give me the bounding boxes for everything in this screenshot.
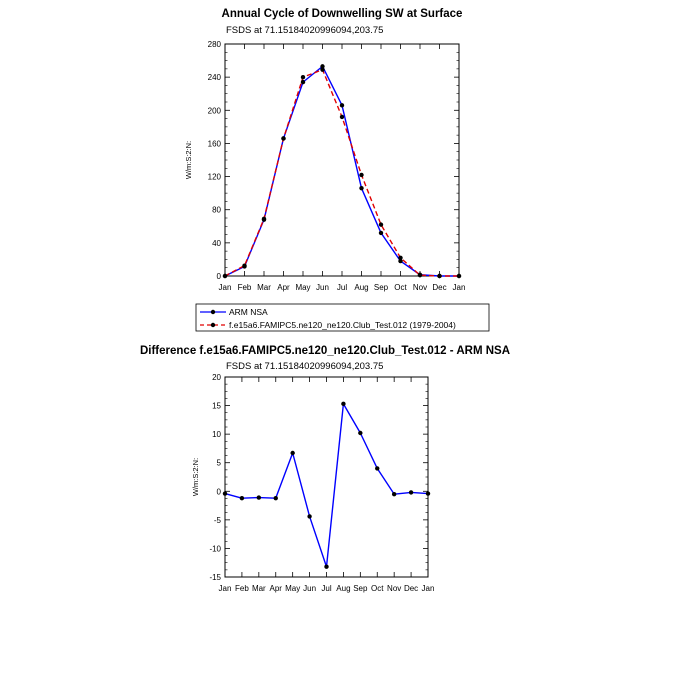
x-tick-label: Jan [218, 283, 232, 292]
x-tick-label: Jul [321, 584, 332, 593]
y-tick-label: 200 [207, 106, 221, 116]
x-tick-label: Nov [412, 283, 428, 292]
y-tick-label: 10 [212, 430, 221, 440]
x-tick-label: Mar [257, 283, 271, 292]
y-axis-label: W/m:S:2:N: [184, 140, 193, 180]
series-1-point [398, 256, 402, 260]
series-1-point [418, 273, 422, 277]
plot-area [208, 40, 466, 292]
series-1-point [457, 274, 461, 278]
series-1-point [281, 136, 285, 140]
legend [196, 304, 489, 331]
series-1-point [242, 263, 246, 267]
x-tick-label: Jun [316, 283, 329, 292]
x-tick-label: May [285, 584, 301, 593]
series-0-point [257, 495, 261, 499]
x-tick-label: Oct [371, 584, 384, 593]
series-0-point [341, 402, 345, 406]
series-1-point [301, 75, 305, 79]
series-1-point [379, 222, 383, 226]
difference-chart [140, 345, 510, 593]
x-tick-label: Oct [394, 283, 407, 292]
series-1-point [359, 173, 363, 177]
x-tick-label: Nov [387, 584, 402, 593]
y-tick-label: -10 [209, 544, 221, 554]
x-tick-label: May [295, 283, 311, 292]
series-0-point [426, 491, 430, 495]
series-line-1 [225, 70, 459, 276]
y-tick-label: 20 [212, 373, 221, 382]
series-0-point [223, 491, 227, 495]
legend-marker-arm-nsa [211, 310, 215, 314]
series-0-point [274, 496, 278, 500]
chart-title: Annual Cycle of Downwelling SW at Surface [221, 8, 463, 20]
x-tick-label: Jan [218, 584, 232, 593]
series-0-point [359, 186, 363, 190]
series-0-point [301, 80, 305, 84]
y-axis-label: W/m:S:2:N: [191, 457, 200, 497]
x-tick-label: Jan [421, 584, 435, 593]
series-1-point [223, 274, 227, 278]
x-tick-label: Jul [336, 283, 348, 292]
legend-marker-model [211, 323, 215, 327]
x-tick-label: Sep [373, 283, 389, 292]
series-1-point [262, 217, 266, 221]
x-tick-label: Feb [235, 584, 249, 593]
x-tick-label: Apr [277, 283, 290, 292]
series-line-0 [225, 404, 428, 567]
chart-title: Difference f.e15a6.FAMIPC5.ne120_ne120.Club_Test.012 - ARM NSA [139, 345, 511, 357]
series-0-point [392, 492, 396, 496]
series-line-0 [225, 66, 459, 276]
legend-label-model: f.e15a6.FAMIPC5.ne120_ne120.Club_Test.012 (1979-2004) [229, 320, 456, 330]
y-tick-label: 160 [207, 139, 221, 149]
y-tick-label: 5 [216, 458, 221, 468]
x-tick-label: Feb [237, 283, 252, 292]
series-0-point [240, 496, 244, 500]
x-tick-label: Apr [269, 584, 282, 593]
x-tick-label: Jun [303, 584, 317, 593]
series-1-point [340, 115, 344, 119]
series-0-point [375, 466, 379, 470]
y-tick-label: 15 [212, 401, 221, 411]
series-0-point [379, 231, 383, 235]
chart-subtitle: FSDS at 71.15184020996094,203.75 [226, 361, 384, 372]
y-tick-label: 40 [212, 238, 221, 248]
x-tick-label: Jan [452, 283, 466, 292]
y-tick-label: 240 [207, 73, 221, 83]
series-1-point [437, 274, 441, 278]
series-0-point [290, 451, 294, 455]
plot-frame [225, 377, 428, 577]
chart-subtitle: FSDS at 71.15184020996094,203.75 [226, 25, 384, 36]
series-0-point [409, 490, 413, 494]
x-tick-label: Aug [336, 584, 351, 593]
y-tick-label: 0 [216, 272, 221, 281]
y-tick-label: 80 [212, 205, 221, 215]
annual-cycle-chart [184, 8, 489, 331]
y-tick-label: -15 [209, 573, 221, 582]
y-tick-label: 0 [216, 487, 221, 497]
x-tick-label: Dec [432, 283, 447, 292]
series-0-point [358, 431, 362, 435]
x-tick-label: Aug [354, 283, 369, 292]
legend-label-arm-nsa: ARM NSA [229, 307, 268, 317]
series-1-point [320, 67, 324, 71]
plot-area [209, 373, 434, 593]
y-tick-label: 120 [207, 172, 221, 182]
y-tick-label: 280 [207, 40, 221, 49]
series-0-point [340, 103, 344, 107]
y-tick-label: -5 [213, 515, 221, 525]
x-tick-label: Mar [251, 584, 266, 593]
series-0-point [307, 514, 311, 518]
x-tick-label: Sep [353, 584, 368, 593]
x-tick-label: Dec [403, 584, 419, 593]
series-0-point [324, 565, 328, 569]
plot-frame [225, 44, 459, 276]
